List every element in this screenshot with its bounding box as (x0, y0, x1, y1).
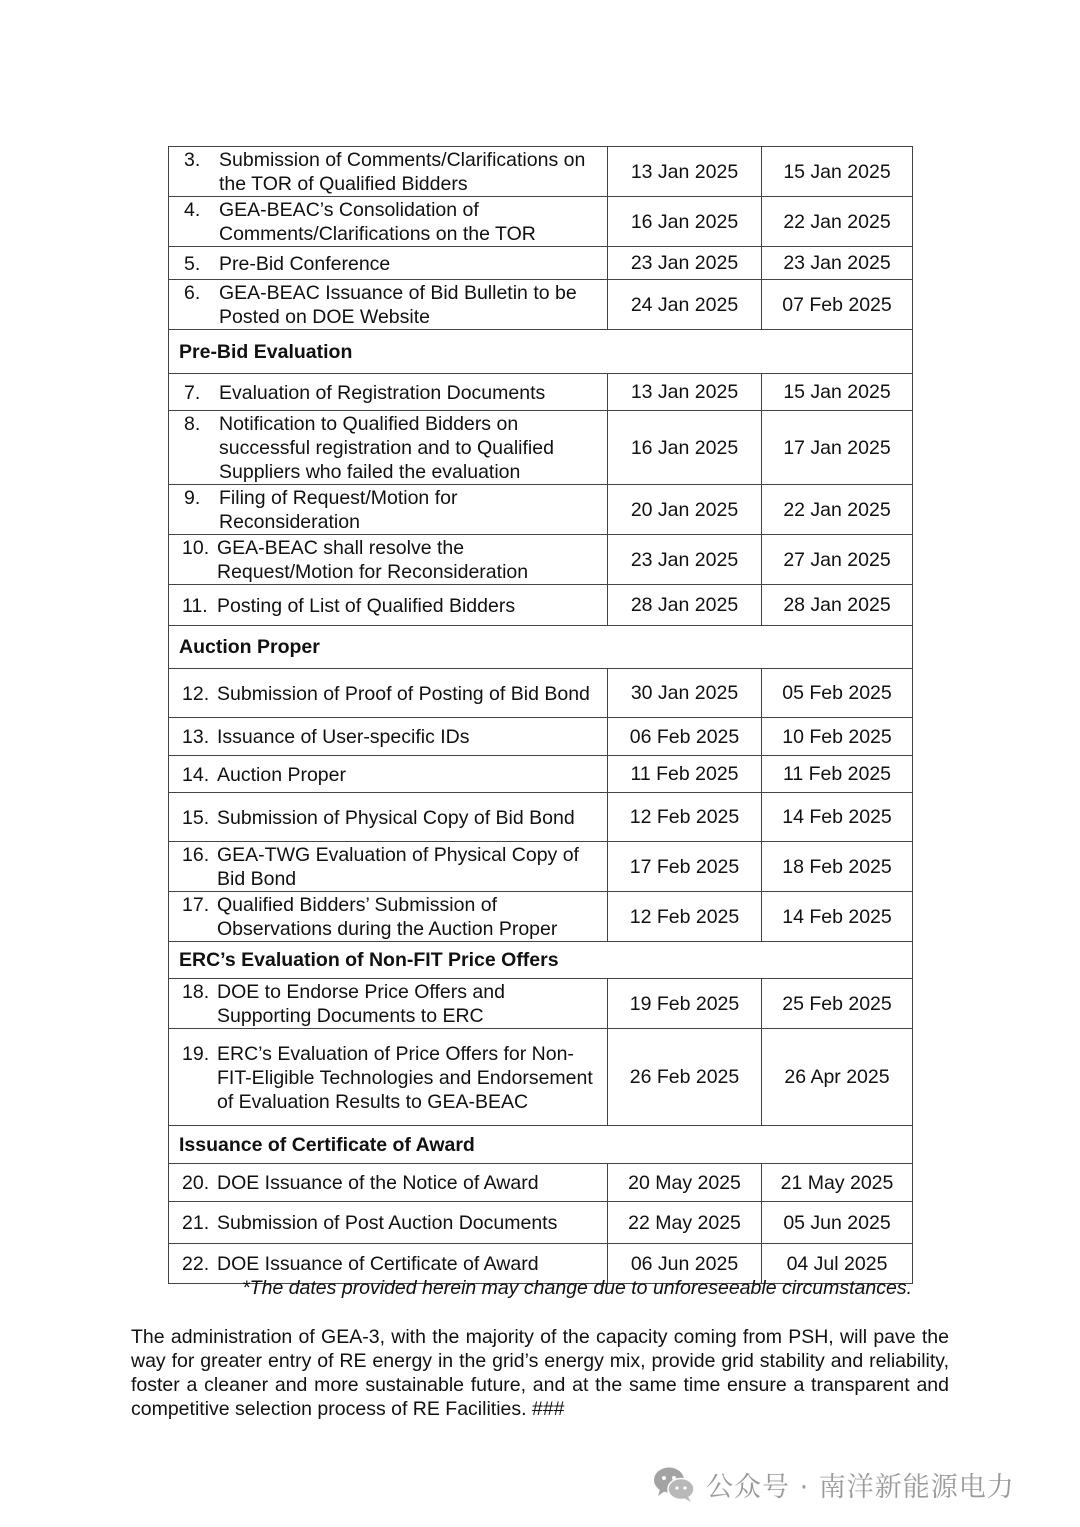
activity-cell (169, 535, 608, 585)
table-row (169, 535, 913, 585)
table-row (169, 147, 913, 197)
activity-number: 12. (182, 682, 210, 705)
activity-number: 5. (184, 252, 201, 275)
activity-text: Submission of Physical Copy of Bid Bond (217, 806, 575, 829)
table-row (169, 374, 913, 411)
start-date: 13 Jan 2025 (608, 374, 762, 411)
activity-cell (169, 197, 608, 247)
end-date: 14 Feb 2025 (762, 793, 913, 842)
start-date: 06 Jun 2025 (608, 1244, 762, 1284)
end-date: 04 Jul 2025 (762, 1244, 913, 1284)
activity-text: Submission of Comments/Clarifications on the TOR of Qualified Bidders (219, 149, 586, 195)
activity-cell (169, 1029, 608, 1126)
end-date: 21 May 2025 (762, 1164, 913, 1202)
end-date: 17 Jan 2025 (762, 411, 913, 485)
start-date: 12 Feb 2025 (608, 793, 762, 842)
section-header-row (169, 330, 913, 374)
activity-text: DOE Issuance of the Notice of Award (217, 1172, 539, 1194)
activity-cell (169, 374, 608, 411)
activity-cell (169, 411, 608, 485)
activity-text: DOE to Endorse Price Offers and Supporting Documents to ERC (217, 981, 505, 1027)
activity-text: DOE Issuance of Certificate of Award (217, 1253, 539, 1275)
watermark-text: 公众号 · 南洋新能源电力 (706, 1471, 1015, 1503)
activity-cell (169, 147, 608, 197)
activity-text: Submission of Post Auction Documents (217, 1212, 558, 1234)
start-date: 16 Jan 2025 (608, 197, 762, 247)
table-row (169, 197, 913, 247)
activity-number: 13. (182, 726, 210, 748)
section-header-row (169, 942, 913, 979)
table-row (169, 411, 913, 485)
end-date: 25 Feb 2025 (762, 979, 913, 1029)
start-date: 11 Feb 2025 (608, 756, 762, 793)
closing-paragraph: The administration of GEA-3, with the majority of the capacity coming from PSH, will pave the way for greater entry of RE energy in the grid’s energy mix, provide grid stability and reliability, foster a cleaner and more sustainable future, and at the same time ensure a transparent and competitive selection process of RE Facilities. ### (131, 1326, 949, 1420)
activity-cell (169, 892, 608, 942)
activity-cell (169, 756, 608, 793)
activity-number: 3. (184, 149, 201, 171)
end-date: 22 Jan 2025 (762, 197, 913, 247)
activity-number: 18. (182, 981, 210, 1003)
activity-text: GEA-BEAC shall resolve the Request/Motion for Reconsideration (217, 537, 529, 583)
table-row (169, 585, 913, 626)
end-date: 05 Jun 2025 (762, 1202, 913, 1244)
activity-text: Auction Proper (217, 763, 346, 786)
activity-cell (169, 280, 608, 330)
end-date: 15 Jan 2025 (762, 374, 913, 411)
section-title: Auction Proper (169, 626, 913, 669)
end-date: 15 Jan 2025 (762, 147, 913, 197)
end-date: 10 Feb 2025 (762, 718, 913, 756)
activity-text: GEA-BEAC’s Consolidation of Comments/Clarifications on the TOR (219, 199, 536, 245)
end-date: 28 Jan 2025 (762, 585, 913, 626)
start-date: 28 Jan 2025 (608, 585, 762, 626)
activity-text: Evaluation of Registration Documents (219, 381, 546, 404)
table-row (169, 1202, 913, 1244)
end-date: 14 Feb 2025 (762, 892, 913, 942)
end-date: 11 Feb 2025 (762, 756, 913, 793)
table-row (169, 793, 913, 842)
activity-text: ERC’s Evaluation of Price Offers for Non-FIT-Eligible Technologies and Endorsement of Evaluation Results to GEA-BEAC (217, 1042, 593, 1113)
activity-number: 22. (182, 1253, 210, 1275)
section-header-row (169, 626, 913, 669)
activity-number: 15. (182, 806, 210, 829)
table-row (169, 669, 913, 718)
activity-number: 20. (182, 1172, 210, 1194)
watermark (652, 1462, 1015, 1506)
activity-cell (169, 793, 608, 842)
activity-cell (169, 485, 608, 535)
table-row (169, 756, 913, 793)
end-date: 23 Jan 2025 (762, 247, 913, 280)
activity-cell (169, 979, 608, 1029)
end-date: 27 Jan 2025 (762, 535, 913, 585)
table-row (169, 718, 913, 756)
table-row (169, 280, 913, 330)
activity-text: Issuance of User-specific IDs (217, 726, 470, 748)
start-date: 13 Jan 2025 (608, 147, 762, 197)
activity-number: 7. (184, 381, 201, 404)
activity-number: 19. (182, 1042, 210, 1065)
activity-cell (169, 585, 608, 626)
activity-cell (169, 718, 608, 756)
start-date: 20 Jan 2025 (608, 485, 762, 535)
section-title: Issuance of Certificate of Award (169, 1126, 913, 1164)
section-header-row (169, 1126, 913, 1164)
table-row (169, 1029, 913, 1126)
end-date: 07 Feb 2025 (762, 280, 913, 330)
activity-cell (169, 1164, 608, 1202)
end-date: 26 Apr 2025 (762, 1029, 913, 1126)
activity-number: 4. (184, 199, 201, 221)
activity-text: Submission of Proof of Posting of Bid Bond (217, 682, 590, 705)
start-date: 06 Feb 2025 (608, 718, 762, 756)
start-date: 12 Feb 2025 (608, 892, 762, 942)
activity-number: 21. (182, 1212, 210, 1234)
table-row (169, 892, 913, 942)
activity-cell (169, 842, 608, 892)
activity-text: Pre-Bid Conference (219, 252, 391, 275)
activity-number: 16. (182, 844, 210, 866)
wechat-icon (652, 1464, 696, 1504)
table-row (169, 842, 913, 892)
activity-text: GEA-TWG Evaluation of Physical Copy of Bid Bond (217, 844, 579, 890)
start-date: 16 Jan 2025 (608, 411, 762, 485)
start-date: 19 Feb 2025 (608, 979, 762, 1029)
activity-number: 17. (182, 894, 210, 916)
table-row (169, 1164, 913, 1202)
section-title: ERC’s Evaluation of Non-FIT Price Offers (169, 942, 913, 979)
activity-number: 9. (184, 487, 201, 509)
activity-text: Qualified Bidders’ Submission of Observations during the Auction Proper (217, 894, 558, 940)
activity-number: 6. (184, 282, 201, 304)
start-date: 26 Feb 2025 (608, 1029, 762, 1126)
start-date: 22 May 2025 (608, 1202, 762, 1244)
activity-number: 11. (182, 594, 208, 617)
table-row (169, 485, 913, 535)
section-title: Pre-Bid Evaluation (169, 330, 913, 374)
start-date: 23 Jan 2025 (608, 535, 762, 585)
start-date: 20 May 2025 (608, 1164, 762, 1202)
activity-text: Filing of Request/Motion for Reconsideration (219, 487, 458, 533)
activity-text: Notification to Qualified Bidders on successful registration and to Qualified Suppliers who failed the evaluation (219, 413, 554, 483)
footnote: *The dates provided herein may change due to unforeseeable circumstances. (242, 1277, 912, 1299)
end-date: 22 Jan 2025 (762, 485, 913, 535)
activity-text: GEA-BEAC Issuance of Bid Bulletin to be Posted on DOE Website (219, 282, 577, 328)
start-date: 24 Jan 2025 (608, 280, 762, 330)
start-date: 30 Jan 2025 (608, 669, 762, 718)
end-date: 18 Feb 2025 (762, 842, 913, 892)
table-row (169, 247, 913, 280)
activity-number: 8. (184, 413, 201, 435)
table-row (169, 979, 913, 1029)
activity-number: 10. (182, 537, 210, 559)
activity-cell (169, 247, 608, 280)
start-date: 17 Feb 2025 (608, 842, 762, 892)
activity-cell (169, 669, 608, 718)
activity-cell (169, 1202, 608, 1244)
activity-text: Posting of List of Qualified Bidders (217, 594, 516, 617)
start-date: 23 Jan 2025 (608, 247, 762, 280)
end-date: 05 Feb 2025 (762, 669, 913, 718)
activity-number: 14. (182, 763, 210, 786)
schedule-table (168, 146, 913, 1284)
